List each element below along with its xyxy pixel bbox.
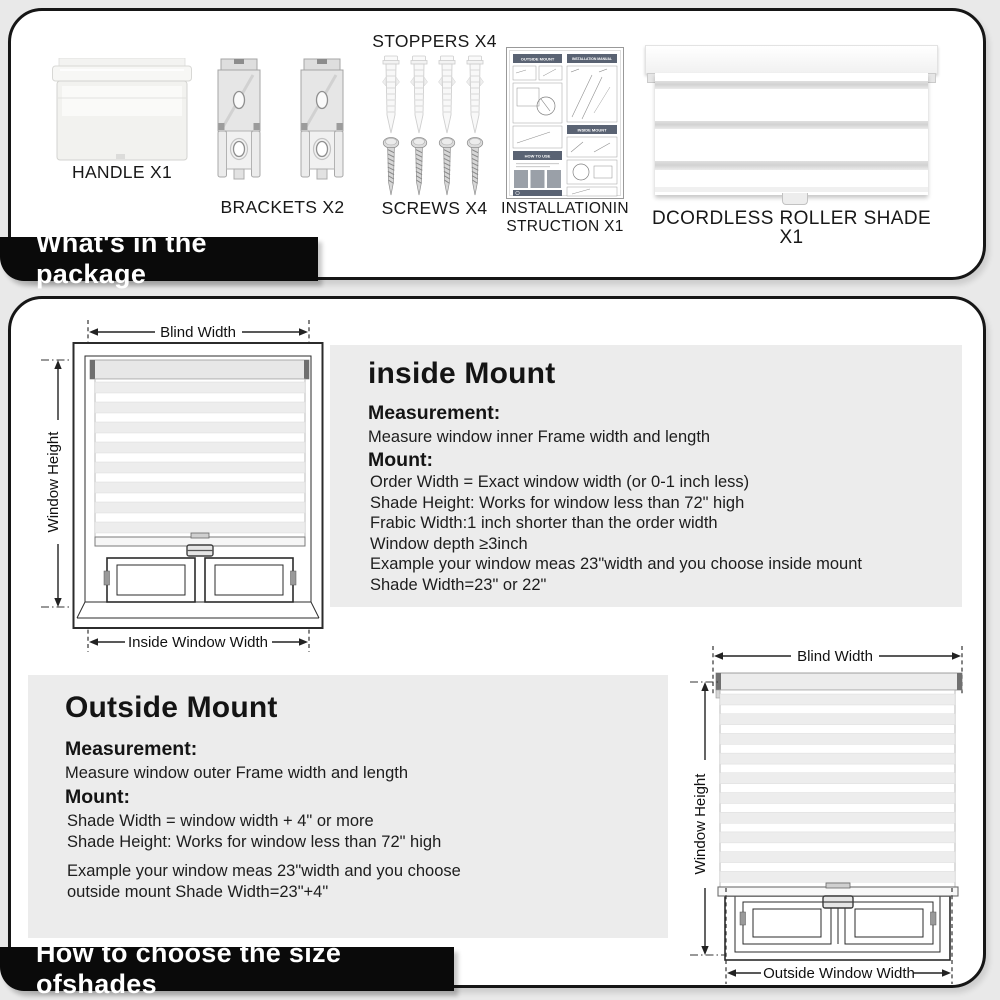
inside-mount-heading: Mount: xyxy=(368,449,433,471)
outside-measurement-heading: Measurement: xyxy=(65,738,198,760)
handle-shape xyxy=(53,58,192,160)
sheer-band xyxy=(655,161,928,170)
screw-shape xyxy=(439,137,455,195)
anchor-shape xyxy=(411,56,428,133)
card-right-column xyxy=(567,54,617,196)
inside-mount-text-block xyxy=(330,345,962,607)
size-guide-panel xyxy=(8,296,986,988)
outside-diagram-window-width-label: Outside Window Width xyxy=(763,965,915,982)
package-banner-title: What's in the package xyxy=(36,228,207,289)
stoppers-label: STOPPERS X4 xyxy=(372,31,497,51)
inside-mount-diagram xyxy=(35,312,337,660)
sheer-band xyxy=(655,81,928,89)
mount-line: Order Width = Exact window width (or 0-1 inch less) xyxy=(370,473,750,491)
brackets-label: BRACKETS X2 xyxy=(220,197,345,217)
bracket-image-1 xyxy=(208,57,270,187)
size-guide-banner xyxy=(0,938,454,999)
mount-line: Shade Height: Works for window less than 72" high xyxy=(370,493,745,512)
screw-shape xyxy=(467,137,483,195)
inside-window-width-measure xyxy=(89,634,308,651)
stopper-anchor-image xyxy=(410,55,428,137)
package-banner xyxy=(0,228,318,289)
blind-width-measure xyxy=(714,648,961,665)
outside-mount-title: Outside Mount xyxy=(65,691,278,724)
card-installation-manual-header: INSTALLATION MANUAL xyxy=(572,57,612,62)
stopper-anchor-image xyxy=(438,55,456,137)
mount-line: Frabic Width:1 inch shorter than the order width xyxy=(370,514,718,533)
anchor-shape xyxy=(383,56,400,133)
instruction-label xyxy=(495,200,635,235)
screw-image xyxy=(410,136,428,198)
shade-fabric xyxy=(655,73,928,195)
handle-label: HANDLE X1 xyxy=(72,162,172,182)
inside-measurement-heading: Measurement: xyxy=(368,402,501,424)
screws-label: SCREWS X4 xyxy=(381,198,488,218)
zebra-shade xyxy=(90,360,309,556)
mount-line: Example your window meas 23"width and you choose inside mount xyxy=(370,555,862,574)
outside-mount-diagram xyxy=(663,642,997,988)
roller-shade-image xyxy=(645,45,938,207)
shade-pull-clip xyxy=(191,533,209,538)
roller-shade-label: DCORDLESS ROLLER SHADE X1 xyxy=(651,208,932,248)
shade-valance xyxy=(645,45,938,74)
blind-width-measure xyxy=(89,324,308,341)
outside-diagram-window-height-label: Window Height xyxy=(692,773,709,875)
inside-diagram-window-width-label: Inside Window Width xyxy=(127,634,269,651)
screw-image xyxy=(466,136,484,198)
example-line: Example your window meas 23"width and you choose xyxy=(67,862,461,880)
handle-image xyxy=(47,58,197,162)
shade-pull-tab xyxy=(782,193,808,205)
inside-diagram-window-height-label: Window Height xyxy=(45,431,62,533)
outside-mount-text-block xyxy=(28,675,668,938)
outside-diagram-blind-width-label: Blind Width xyxy=(797,648,873,665)
instruction-label-line2: STRUCTION X1 xyxy=(506,217,624,235)
bracket-image-2 xyxy=(291,57,353,187)
mount-line: Shade Width=23" or 22" xyxy=(370,575,547,594)
size-guide-banner-title: How to choose the size ofshades xyxy=(36,938,342,999)
bracket-shape xyxy=(218,59,260,179)
card-how-to-use-header: HOW TO USE xyxy=(524,153,551,159)
anchor-shape xyxy=(467,56,484,133)
card-inside-mount-header: INSIDE MOUNT xyxy=(577,127,607,133)
example-line: outside mount Shade Width=23"+4" xyxy=(67,882,329,901)
mount-line: Shade Height: Works for window less than 72" high xyxy=(67,832,442,851)
bottom-rail-highlight xyxy=(655,187,928,192)
shade-pull-clip xyxy=(826,883,850,888)
inside-diagram-blind-width-label: Blind Width xyxy=(160,324,236,341)
inside-mount-lines xyxy=(370,472,862,596)
bracket-shape xyxy=(301,59,343,179)
screw-image xyxy=(438,136,456,198)
instruction-card-image xyxy=(506,47,624,199)
outside-mount-lines xyxy=(67,811,441,852)
window-height-measure xyxy=(41,360,72,607)
screw-shape xyxy=(383,137,399,195)
stopper-anchor-image xyxy=(466,55,484,137)
outside-measurement-text: Measure window outer Frame width and length xyxy=(65,764,409,782)
stopper-anchor-image xyxy=(382,55,400,137)
sheer-band xyxy=(655,121,928,129)
anchor-shape xyxy=(439,56,456,133)
inside-measurement-text: Measure window inner Frame width and length xyxy=(368,428,711,446)
zebra-shade xyxy=(716,673,962,887)
card-outside-mount-header: OUTSIDE MOUNT xyxy=(520,56,555,62)
mount-line: Window depth ≥3inch xyxy=(370,534,528,553)
screw-shape xyxy=(411,137,427,195)
inside-mount-title: inside Mount xyxy=(368,357,556,390)
screw-image xyxy=(382,136,400,198)
outside-mount-heading: Mount: xyxy=(65,786,130,808)
mount-line: Shade Width = window width + 4" or more xyxy=(67,812,374,830)
instruction-label-line1: INSTALLATIONIN xyxy=(501,200,629,217)
outside-mount-example-lines xyxy=(67,861,461,902)
